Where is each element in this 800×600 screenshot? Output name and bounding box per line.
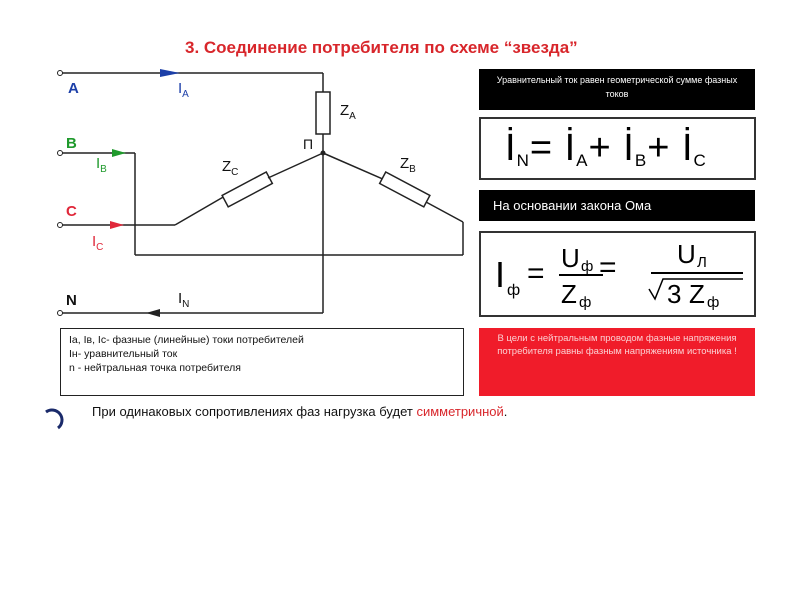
formula-z1-sub: ф bbox=[579, 294, 592, 311]
legend-line-3: n - нейтральная точка потребителя bbox=[69, 362, 241, 374]
impedance-zb: $Z_B$ bbox=[400, 155, 416, 175]
formula-neutral-current bbox=[479, 117, 756, 180]
formula-i-sub: ф bbox=[507, 282, 521, 299]
wire-c-up bbox=[175, 196, 225, 225]
formula-u1: U bbox=[561, 243, 580, 273]
arrow-ia bbox=[160, 69, 180, 77]
neutral-node bbox=[321, 151, 326, 156]
formula-eq2: = bbox=[599, 251, 617, 284]
current-in: $I_N$ bbox=[178, 290, 190, 310]
neutral-wire-note: В цели с нейтральным проводом фазные напряжения потребителя равны фазным напряжениям источника ! bbox=[479, 328, 755, 396]
decorative-arc bbox=[46, 410, 62, 428]
label-c: C bbox=[66, 203, 77, 220]
legend-line-2: Iн- уравнительный ток bbox=[69, 348, 178, 360]
formula-u2-sub: Л bbox=[697, 254, 707, 271]
arrow-ic bbox=[110, 221, 124, 229]
conclusion-end: . bbox=[503, 404, 508, 419]
ohm-law-note: На основании закона Ома bbox=[479, 190, 755, 221]
label-a: A bbox=[68, 80, 79, 97]
neutral-point-label: П bbox=[303, 136, 314, 152]
formula-phase-current bbox=[479, 231, 756, 317]
formula-eq1: = bbox=[527, 257, 545, 290]
formula-phase-current-svg bbox=[481, 233, 754, 315]
slide-title: 3. Соединение потребителя по схеме “звезда” bbox=[185, 38, 578, 57]
impedance-zc: $Z_C$ bbox=[222, 158, 239, 178]
formula-u2: U bbox=[677, 239, 696, 269]
terminal-b bbox=[58, 151, 63, 156]
label-b: B bbox=[66, 135, 77, 152]
formula-i: I bbox=[495, 254, 506, 295]
legend-box bbox=[60, 328, 464, 396]
current-ic: $I_C$ bbox=[92, 233, 104, 253]
formula-z2: Z bbox=[689, 279, 705, 309]
terminal-a bbox=[58, 71, 63, 76]
conclusion-main: При одинаковых сопротивлениях фаз нагрузка будет bbox=[92, 404, 417, 419]
wire-n-zb bbox=[323, 153, 385, 180]
conclusion-highlight: симметричной bbox=[416, 404, 504, 419]
resistor-za bbox=[316, 92, 330, 134]
equalizing-current-note: Уравнительный ток равен геометрической сумме фазных токов bbox=[479, 69, 755, 110]
formula-sqrt3: 3 bbox=[667, 279, 682, 309]
current-ia: $I_A$ bbox=[178, 80, 189, 100]
wire-zc-n bbox=[268, 153, 323, 178]
formula-expression: $İ_N=$ $İ_A+$ $İ_B+$ $İ_C$ bbox=[505, 127, 707, 170]
arrow-in bbox=[146, 309, 160, 317]
formula-u1-sub: ф bbox=[581, 258, 594, 275]
wire-zb-end bbox=[426, 202, 463, 222]
impedance-za: $Z_A$ bbox=[340, 102, 356, 122]
arrow-ib bbox=[112, 149, 126, 157]
conclusion-text bbox=[92, 404, 507, 419]
terminal-c bbox=[58, 223, 63, 228]
resistor-zb bbox=[380, 172, 430, 207]
label-n: N bbox=[66, 292, 77, 309]
formula-z2-sub: ф bbox=[707, 294, 720, 311]
current-ib: $I_B$ bbox=[96, 155, 107, 175]
legend-line-1: Iа, Iв, Iс- фазные (линейные) токи потребителей bbox=[69, 334, 304, 346]
formula-z1: Z bbox=[561, 279, 577, 309]
terminal-n bbox=[58, 311, 63, 316]
